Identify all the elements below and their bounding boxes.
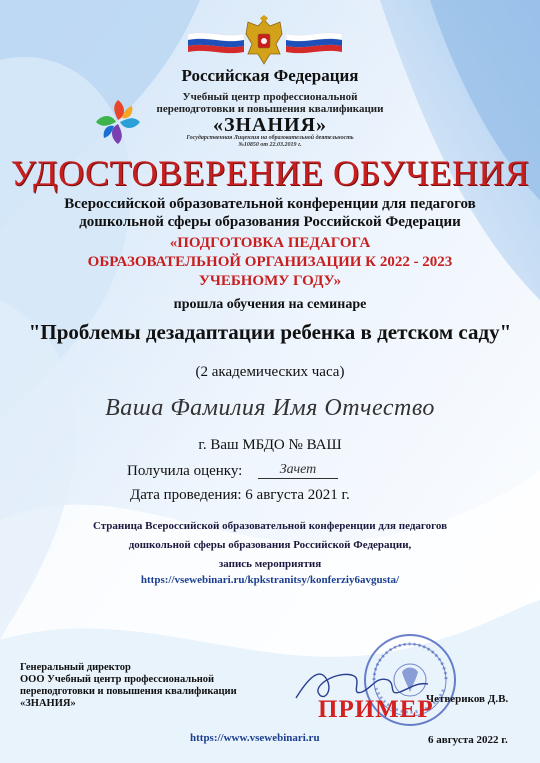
certificate-title: УДОСТОВЕРЕНИЕ ОБУЧЕНИЯ: [10, 153, 530, 193]
director-line-3: переподготовки и повышения квалификации: [20, 686, 237, 697]
center-line-2: переподготовки и повышения квалификации: [156, 103, 384, 115]
page-line-2: дошкольной сферы образования Российской Федерации,: [128, 539, 412, 551]
brand-name: «ЗНАНИЯ»: [212, 114, 328, 136]
director-line-2: ООО Учебный центр профессиональной: [20, 674, 215, 685]
coat-of-arms-icon: [236, 14, 292, 70]
page-line-3: запись мероприятия: [218, 558, 322, 570]
director-surname: Четвериков Д.В.: [426, 693, 509, 705]
license-line-2: №10850 от 22.03.2019 г.: [238, 142, 302, 148]
sample-stamp-text: ПРИМЕР: [318, 696, 434, 723]
passed-text: прошла обучения на семинаре: [173, 297, 367, 312]
country-name: Российская Федерация: [181, 66, 359, 85]
director-line-4: «ЗНАНИЯ»: [20, 698, 76, 709]
flag-ribbon-left: [188, 30, 244, 54]
conference-name-line-2: ОБРАЗОВАТЕЛЬНОЙ ОРГАНИЗАЦИИ К 2022 - 2023: [87, 254, 453, 270]
hours-text: (2 академических часа): [195, 364, 345, 380]
grade-value: Зачет: [258, 462, 338, 479]
director-line-1: Генеральный директор: [20, 662, 131, 673]
page-line-1: Страница Всероссийской образовательной конференции для педагогов: [92, 520, 448, 532]
conference-name-line-1: «ПОДГОТОВКА ПЕДАГОГА: [169, 235, 371, 251]
flag-ribbon-right: [286, 30, 342, 54]
center-line-1: Учебный центр профессиональной: [182, 91, 358, 103]
conference-name-line-3: УЧЕБНОМУ ГОДУ»: [198, 273, 342, 289]
conference-line-1: Всероссийской образовательной конференции для педагогов: [64, 196, 476, 212]
event-url-link[interactable]: https://vsewebinari.ru/kpkstranitsy/konferziy6avgusta/: [140, 574, 400, 586]
conference-line-2: дошкольной сферы образования Российской Федерации: [79, 214, 461, 230]
znaniya-logo-icon: [92, 96, 144, 148]
footer-date: 6 августа 2022 г.: [428, 734, 508, 746]
license-line-1: Государственная Лицензия на образовательной деятельность: [186, 135, 354, 141]
city-organization: г. Ваш МБДО № ВАШ: [198, 437, 342, 453]
grade-label: Получила оценку:: [127, 463, 243, 479]
participant-name: Ваша Фамилия Имя Отчество: [105, 395, 435, 421]
footer-url-link[interactable]: https://www.vsewebinari.ru: [190, 732, 320, 744]
date-label: Дата проведения: 6 августа 2021 г.: [130, 487, 350, 503]
seminar-title: "Проблемы дезадаптации ребенка в детском саду": [28, 320, 512, 344]
